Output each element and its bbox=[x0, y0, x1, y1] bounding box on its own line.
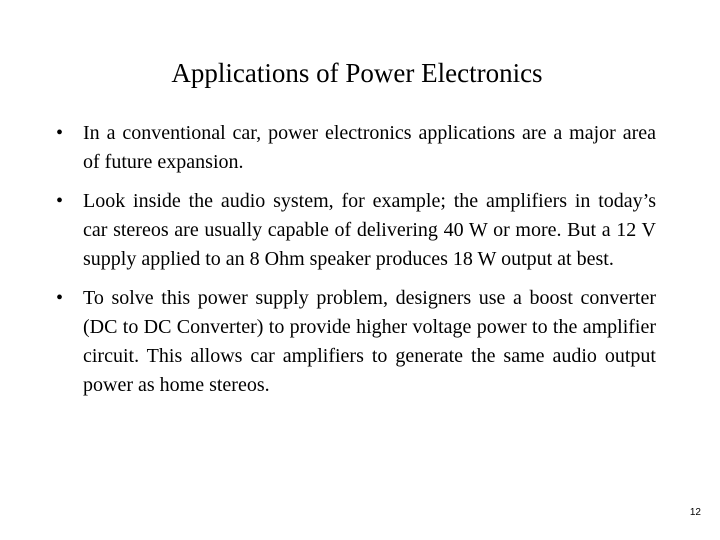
bullet-item bbox=[56, 187, 656, 274]
bullet-text: To solve this power supply problem, designers use a boost converter (DC to DC Converter) to provide higher voltage power to the amplifier circuit. This allows car amplifiers to generate the same audio output power as home stereos. bbox=[83, 287, 656, 396]
bullet-item bbox=[56, 119, 656, 177]
bullet-list bbox=[56, 119, 656, 410]
bullet-item bbox=[56, 284, 656, 400]
bullet-icon: • bbox=[56, 190, 64, 212]
bullet-icon: • bbox=[56, 287, 64, 309]
slide-title: Applications of Power Electronics bbox=[171, 58, 543, 88]
bullet-icon: • bbox=[56, 122, 64, 144]
bullet-text: Look inside the audio system, for example; the amplifiers in today’s car stereos are usually capable of delivering 40 W or more. But a 12 V supply applied to an 8 Ohm speaker produces 18 W output at best. bbox=[83, 190, 656, 270]
page-number: 12 bbox=[689, 507, 701, 518]
bullet-text: In a conventional car, power electronics applications are a major area of future expansion. bbox=[83, 122, 656, 173]
